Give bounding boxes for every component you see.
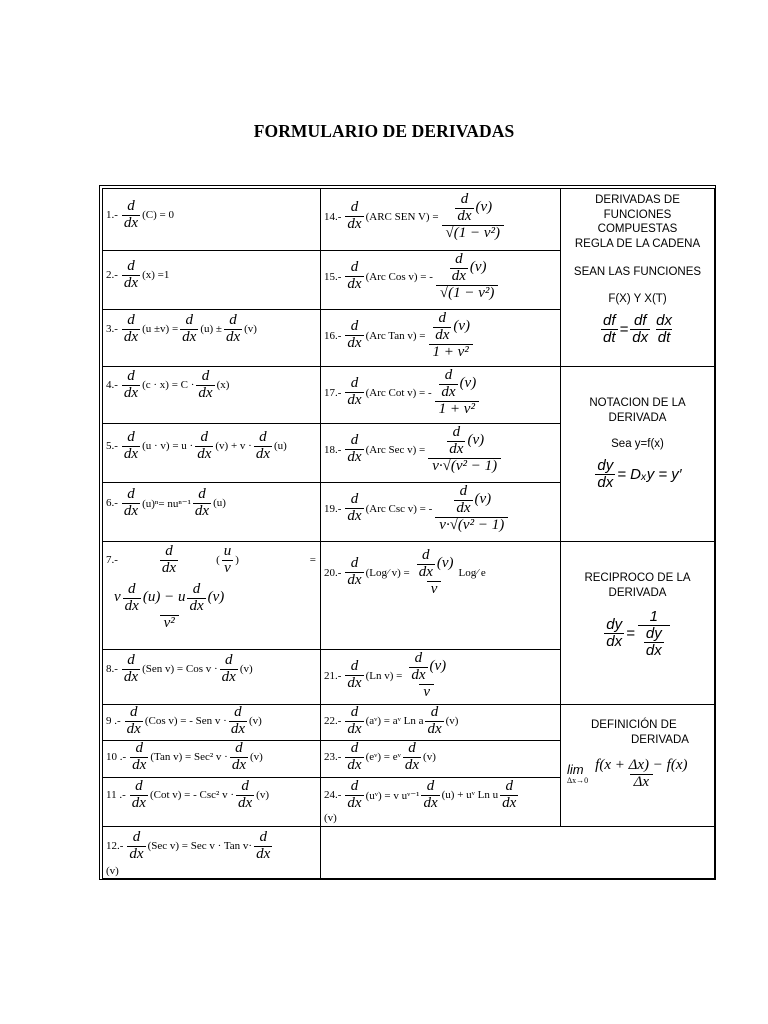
- formula-18-cell: [320, 423, 561, 483]
- reciprocal-heading: RECIPROCO DE LA: [584, 572, 691, 584]
- formula-number: 24.-: [324, 789, 342, 802]
- notation-cell: [560, 366, 715, 542]
- d-dx-fraction: d dx: [255, 429, 270, 462]
- formula-number: 3.-: [106, 323, 118, 336]
- formula-text: (Arc Tan v) =: [365, 329, 426, 342]
- formula-text: (Log⁄ v) =: [365, 566, 410, 579]
- d-dx-fraction: d dx: [347, 740, 362, 773]
- formula-15-cell: [320, 250, 561, 310]
- chain-functions-label: F(X) Y X(T): [608, 293, 667, 305]
- formula-17-cell: [320, 366, 561, 424]
- chain-heading: COMPUESTAS: [597, 223, 678, 235]
- formula-number: 22.-: [324, 715, 342, 728]
- formula-23-cell: [320, 740, 561, 778]
- derivative-fraction: $\frac{d}{dx}$ (v) √(1 − ν²): [436, 252, 499, 301]
- definition-cell: [560, 704, 715, 827]
- d-dx-fraction: d dx: [347, 778, 362, 811]
- derivative-fraction: $\frac{d}{dx}$ (v) ν·√(ν² − 1): [435, 484, 508, 533]
- d-dx-fraction: d dx: [198, 368, 213, 401]
- empty-cell: [320, 826, 715, 879]
- formula-1-cell: [102, 188, 321, 251]
- notation-sea-label: Sea y=f(x): [611, 438, 664, 450]
- derivative-fraction: $\frac{d}{dx}$ (v) √(1 − ν²): [442, 192, 505, 241]
- formula-table: [99, 185, 716, 880]
- formula-text: (Arc Sec v) =: [365, 443, 426, 456]
- formula-number: 9 .-: [106, 715, 121, 728]
- d-dx-fraction: d dx: [347, 259, 362, 293]
- notation-heading: DERIVADA: [608, 412, 667, 424]
- d-dx-fraction: d dx: [197, 429, 212, 462]
- d-dx-fraction: d dx: [194, 486, 210, 519]
- formula-text: (u)ⁿ= nuⁿ⁻¹: [142, 497, 191, 510]
- d-dx-fraction: d dx: [231, 740, 246, 773]
- formula-22-cell: [320, 704, 561, 741]
- derivative-fraction: $\frac{d}{dx}$ (v) 1 + ν²: [435, 368, 479, 417]
- d-dx-fraction: d dx: [126, 704, 141, 737]
- formula-5-cell: [102, 423, 321, 483]
- formula-text: (u ±v) =: [142, 323, 179, 336]
- formula-text: (x) =1: [142, 269, 170, 282]
- formula-text: (v): [423, 751, 436, 764]
- d-dx-fraction: d dx: [347, 491, 362, 525]
- definition-heading: DERIVADA: [631, 734, 689, 746]
- paren-close: ): [235, 554, 239, 567]
- formula-24-cell: [320, 777, 561, 827]
- formula-text: (Tan v) = Sec² v ·: [150, 751, 228, 764]
- formula-number: 8.-: [106, 663, 118, 676]
- d-dx-fraction: d dx: [161, 543, 177, 576]
- formula-number: 1.-: [106, 209, 118, 222]
- formula-text: (u): [274, 440, 287, 453]
- formula-7-cell: [102, 541, 321, 650]
- formula-number: 23.-: [324, 751, 342, 764]
- derivative-fraction: $\frac{d}{dx}$ (v) 1 + ν²: [429, 311, 473, 360]
- d-dx-fraction: d dx: [427, 704, 442, 737]
- formula-number: 10 .-: [106, 751, 127, 764]
- chain-sean-label: SEAN LAS FUNCIONES: [573, 266, 702, 278]
- formula-text: (Cot v) = - Csc² v ·: [149, 789, 234, 802]
- formula-number: 14.-: [324, 210, 342, 223]
- d-dx-fraction: d dx: [123, 652, 139, 685]
- d-dx-fraction: d dx: [256, 829, 271, 862]
- definition-formula: lim Δx→0 f(x + Δx) − f(x) Δx: [567, 757, 688, 790]
- formula-text: (Cos v) = - Sen v ·: [144, 715, 227, 728]
- formula-4-cell: [102, 366, 321, 424]
- formula-text: (aᵛ) = aᵛ Ln a: [365, 715, 424, 728]
- formula-text: (uᵛ) = v uᵛ⁻¹: [365, 789, 420, 802]
- d-dx-fraction: d dx: [221, 652, 236, 685]
- formula-text: (v): [249, 715, 262, 728]
- formula-21-cell: [320, 649, 561, 705]
- formula-number: 21.-: [324, 669, 342, 682]
- formula-text: (c · x) = C ·: [142, 379, 195, 392]
- reciprocal-cell: [560, 541, 715, 705]
- formula-text: (C) = 0: [142, 209, 174, 222]
- d-dx-fraction: d dx: [347, 318, 362, 352]
- derivative-fraction: $\frac{d}{dx}$ (v) ν·√(ν² − 1): [428, 425, 501, 474]
- reciprocal-formula: $\frac{dy}{dx}$ = 1 $\frac{dy}{dx}$: [561, 609, 714, 658]
- notation-heading: NOTACION DE LA: [589, 397, 686, 409]
- formula-20-cell: [320, 541, 561, 650]
- formula-number: 17.-: [324, 386, 342, 399]
- equals-sign: =: [309, 554, 316, 567]
- d-dx-fraction: d dx: [347, 658, 362, 692]
- formula-text: (ARC SEN V) =: [365, 210, 439, 223]
- formula-text: (Sen v) = Cos v ·: [142, 663, 218, 676]
- formula-text: (v): [249, 751, 263, 764]
- notation-formula: $\frac{dy}{dx}$ = Dₓy = y′: [597, 457, 682, 491]
- d-dx-fraction: d dx: [123, 198, 139, 231]
- formula-text: (v): [244, 323, 257, 336]
- d-dx-fraction: d dx: [502, 778, 517, 811]
- d-dx-fraction: $\frac{d}{dx}$: [225, 312, 241, 345]
- chain-rule-formula: $\frac{df}{dt}$ = $\frac{df}{dx}$ dx dt: [603, 312, 672, 346]
- formula-8-cell: [102, 649, 321, 705]
- formula-16-cell: [320, 309, 561, 367]
- d-dx-fraction: d dx: [237, 778, 253, 811]
- d-dx-fraction: d dx: [347, 432, 362, 466]
- d-dx-fraction: d dx: [123, 429, 139, 462]
- formula-number: 20.-: [324, 566, 342, 579]
- formula-12-cell: [102, 826, 321, 879]
- formula-3-cell: [102, 309, 321, 367]
- formula-text: (x): [216, 379, 230, 392]
- formula-number: 12.-: [106, 840, 124, 853]
- formula-number: 11 .-: [106, 789, 126, 802]
- formula-11-cell: [102, 777, 321, 827]
- d-dx-fraction: $\frac{d}{dx}$: [182, 312, 197, 345]
- d-dx-fraction: d dx: [347, 704, 362, 737]
- formula-text: (Arc Cos v) = -: [365, 270, 433, 283]
- d-dx-fraction: d dx: [123, 368, 139, 401]
- formula-text: (v): [256, 789, 269, 802]
- formula-number: 4.-: [106, 379, 118, 392]
- definition-heading: DEFINICIÓN DE: [591, 719, 677, 731]
- formula-number: 15.-: [324, 270, 342, 283]
- d-dx-fraction: d dx: [423, 778, 438, 811]
- formula-number: 7.-: [106, 554, 118, 567]
- formula-text: (v): [445, 715, 459, 728]
- chain-heading: DERIVADAS DE: [595, 194, 680, 206]
- chain-heading: REGLA DE LA CADENA: [574, 237, 701, 250]
- derivative-fraction: $\frac{d}{dx}$ (v) ν: [411, 650, 447, 700]
- formula-text: (v): [324, 812, 337, 824]
- d-dx-fraction: d dx: [347, 199, 362, 233]
- formula-number: 5.-: [106, 440, 118, 453]
- paren-open: (: [216, 554, 220, 567]
- d-dx-fraction: d dx: [347, 375, 362, 409]
- reciprocal-heading: DERIVADA: [608, 587, 667, 599]
- formula-number: 6.-: [106, 497, 118, 510]
- formula-text: (v) + v ·: [215, 440, 252, 453]
- formula-number: 19.-: [324, 502, 342, 515]
- d-dx-fraction: d dx: [230, 704, 245, 737]
- quotient-rule-fraction: v d dx (u) − u d dx (v) v²: [114, 581, 225, 631]
- formula-19-cell: [320, 482, 561, 542]
- page-title: FORMULARIO DE DERIVADAS: [253, 121, 515, 141]
- formula-text: (Arc Cot v) = -: [365, 386, 432, 399]
- formula-number: 16.-: [324, 329, 342, 342]
- formula-text: (eᵛ) = eᵛ: [365, 751, 401, 764]
- formula-text: (u) + uᵛ Ln u: [441, 789, 499, 802]
- formula-text: (v): [106, 865, 119, 877]
- formula-6-cell: [102, 482, 321, 542]
- formula-text: Log⁄ e: [458, 566, 486, 579]
- formula-text: (Arc Csc v) = -: [365, 502, 433, 515]
- u-over-v-fraction: u v: [223, 543, 232, 576]
- formula-number: 2.-: [106, 269, 118, 282]
- formula-text: (u): [213, 497, 226, 510]
- d-dx-fraction: d dx: [129, 829, 144, 862]
- formula-9-cell: [102, 704, 321, 741]
- d-dx-fraction: d dx: [404, 740, 420, 773]
- chain-heading: FUNCIONES: [603, 208, 672, 221]
- d-dx-fraction: d dx: [123, 258, 139, 291]
- formula-text: (Sec v) = Sec v · Tan v·: [147, 840, 253, 853]
- d-dx-fraction: d dx: [123, 312, 139, 345]
- formula-2-cell: [102, 250, 321, 310]
- d-dx-fraction: d dx: [347, 555, 362, 589]
- formula-10-cell: [102, 740, 321, 778]
- d-dx-fraction: d dx: [132, 740, 147, 773]
- formula-text: (Ln v) =: [365, 669, 403, 682]
- formula-number: 18.-: [324, 443, 342, 456]
- formula-14-cell: [320, 188, 561, 251]
- chain-rule-cell: [560, 188, 715, 367]
- formula-text: (v): [239, 663, 253, 676]
- formula-text: (u) ±: [200, 323, 222, 336]
- derivative-fraction: $\frac{d}{dx}$ (v) ν: [418, 547, 454, 597]
- formula-text: (u · v) = u ·: [142, 440, 194, 453]
- d-dx-fraction: d dx: [131, 778, 146, 811]
- d-dx-fraction: d dx: [123, 486, 139, 519]
